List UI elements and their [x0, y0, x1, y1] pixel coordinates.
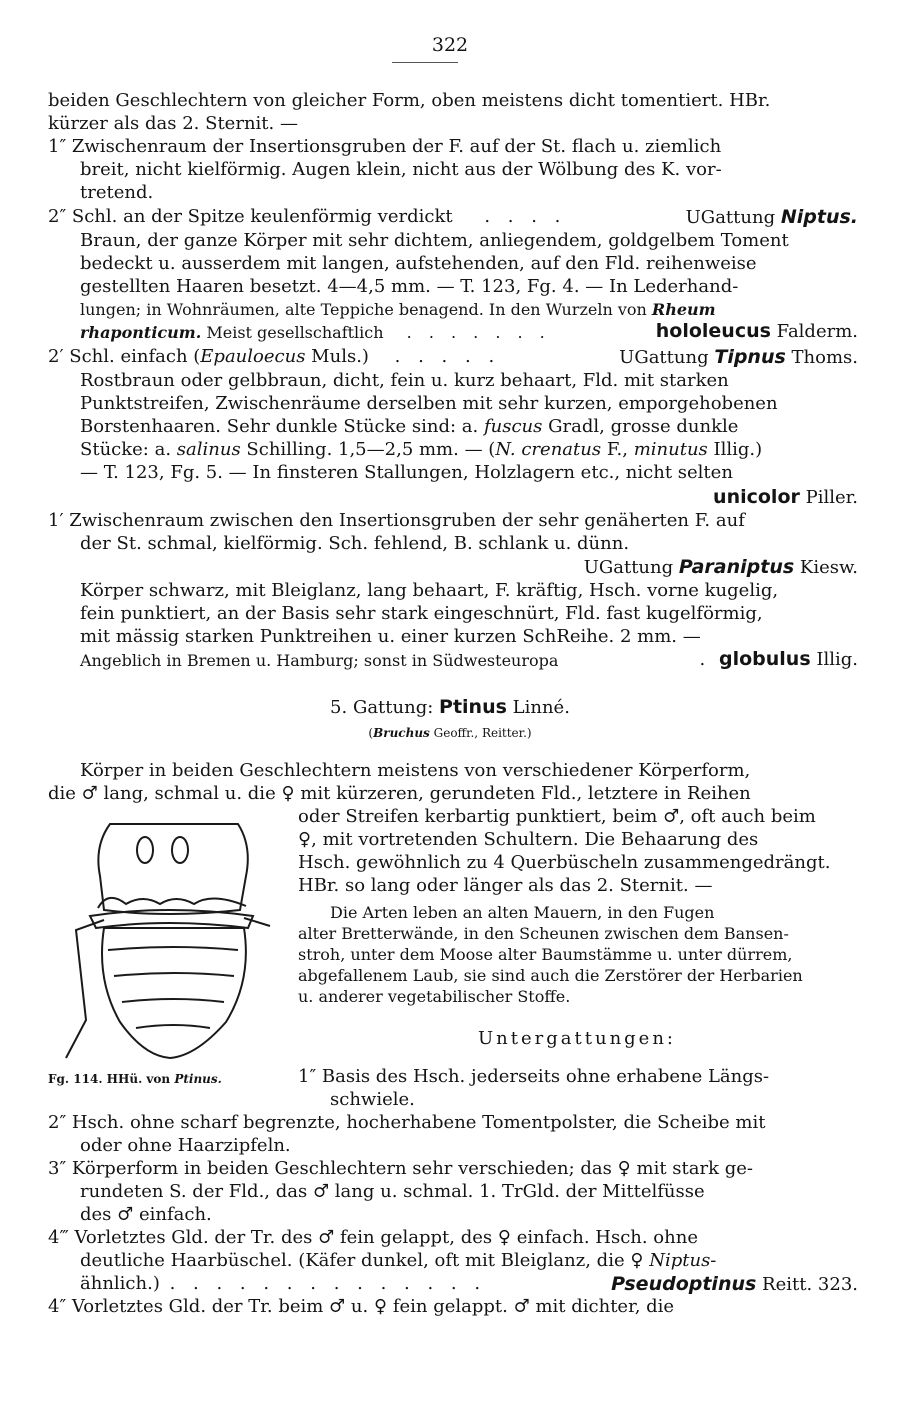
- text-run: Borstenhaaren. Sehr dunkle Stücke sind: a.: [80, 416, 479, 437]
- text-line: Punktstreifen, Zwischenräume derselben mit sehr kurzen, emporgehobenen: [80, 393, 778, 414]
- text-line: Braun, der ganze Körper mit sehr dichtem, anliegendem, goldgelbem Toment: [80, 230, 789, 251]
- text-line: oder ohne Haarzipfeln.: [80, 1135, 291, 1156]
- text-line: fein punktiert, an der Basis sehr stark eingeschnürt, Fld. fast kugelförmig,: [80, 603, 763, 624]
- text-line: [80, 439, 762, 461]
- text-line: [80, 1273, 486, 1295]
- text-line: bedeckt u. ausserdem mit langen, aufstehenden, auf den Fld. reihenweise: [80, 253, 757, 274]
- taxon-name: Ptinus.: [174, 1072, 222, 1086]
- taxon-name: Paraniptus: [678, 556, 795, 578]
- text-line: die ♂ lang, schmal u. die ♀ mit kürzeren, gerundeten Fld., letztere in Reihen: [48, 783, 751, 804]
- taxon-name: hololeucus: [655, 320, 771, 342]
- author-name: Piller.: [805, 487, 858, 508]
- author-name: Illig.: [816, 649, 858, 670]
- page-number: 322: [431, 34, 469, 56]
- author-name: Linné.: [512, 697, 570, 718]
- text-line: des ♂ einfach.: [80, 1204, 212, 1225]
- text-line: breit, nicht kielförmig. Augen klein, nicht aus der Wölbung des K. vor-: [80, 159, 722, 180]
- key-couplet-line: 4‴ Vorletztes Gld. der Tr. des ♂ fein gelappt, des ♀ einfach. Hsch. ohne: [48, 1227, 698, 1248]
- left-eye-mark: [137, 837, 153, 863]
- text-line: Rostbraun oder gelbbraun, dicht, fein u. kurz behaart, Fld. mit starken: [80, 370, 729, 391]
- text-run: 2″ Schl. an der Spitze keulenförmig verdickt: [48, 206, 453, 227]
- text-run: Muls.): [311, 346, 369, 367]
- text-run: Fg. 114. HHü. von: [48, 1072, 171, 1086]
- text-run: Gradl, grosse dunkle: [548, 416, 739, 437]
- text-line: Hsch. gewöhnlich zu 4 Querbüscheln zusammengedrängt.: [298, 852, 831, 873]
- text-run: Geoffr., Reitter.): [433, 726, 532, 740]
- text-line: rundeten S. der Fld., das ♂ lang u. schmal. 1. TrGld. der Mittelfüsse: [80, 1181, 705, 1202]
- text-line: abgefallenem Laub, sie sind auch die Zerstörer der Herbarien: [298, 966, 803, 985]
- species-name: [620, 320, 858, 343]
- text-run: deutliche Haarbüschel. (Käfer dunkel, oft mit Bleiglanz, die ♀: [80, 1250, 644, 1271]
- taxon-name: Niptus-: [649, 1250, 717, 1271]
- section-heading: Untergattungen:: [478, 1028, 676, 1049]
- sternite-line: [136, 1025, 210, 1028]
- text-run: Meist gesellschaftlich: [206, 323, 384, 342]
- taxon-name: Epauloecus: [200, 346, 306, 367]
- species-name: [600, 648, 858, 671]
- key-couplet-line: [48, 346, 500, 368]
- taxon-name: Pseudoptinus: [611, 1273, 757, 1295]
- text-line: [80, 299, 716, 321]
- text-line: tretend.: [80, 182, 154, 203]
- author-name: Thoms.: [791, 347, 858, 368]
- key-couplet-line: 3″ Körperform in beiden Geschlechtern sehr verschieden; das ♀ mit stark ge-: [48, 1158, 753, 1179]
- text-line: gestellten Haaren besetzt. 4—4,5 mm. — T. 123, Fg. 4. — In Lederhand-: [80, 276, 739, 297]
- key-couplet-line: 4″ Vorletztes Gld. der Tr. beim ♂ u. ♀ fein gelappt. ♂ mit dichter, die: [48, 1296, 675, 1317]
- beetle-figure: [48, 820, 298, 1070]
- sternite-line: [108, 947, 238, 950]
- text-line: — T. 123, Fg. 5. — In finsteren Stallungen, Holzlagern etc., nicht selten: [80, 462, 733, 483]
- text-run: F.,: [606, 439, 628, 460]
- subgenus-heading: [580, 346, 858, 369]
- taxon-name: Tipnus: [714, 346, 786, 368]
- text-line: HBr. so lang oder länger als das 2. Sternit. —: [298, 875, 713, 896]
- text-run: UGattung: [619, 347, 709, 368]
- taxon-name: unicolor: [713, 486, 800, 508]
- author-name: Kiesw.: [799, 557, 858, 578]
- hind-leg: [66, 920, 104, 1058]
- synonym-line: [0, 722, 900, 744]
- key-couplet-line: 1″ Zwischenraum der Insertionsgruben der F. auf der St. flach u. ziemlich: [48, 136, 722, 157]
- species-name: [620, 486, 858, 509]
- text-line: oder Streifen kerbartig punktiert, beim ♂, oft auch beim: [298, 806, 816, 827]
- leader-dots: . . . . .: [394, 346, 501, 367]
- subgenus-heading: [540, 556, 858, 579]
- taxon-name: N. crenatus: [495, 439, 602, 460]
- leader-dots: .: [699, 649, 706, 670]
- text-line: der St. schmal, kielförmig. Sch. fehlend, B. schlank u. dünn.: [80, 533, 630, 554]
- text-line: ♀, mit vortretenden Schultern. Die Behaarung des: [298, 829, 759, 850]
- text-line: kürzer als das 2. Sternit. —: [48, 113, 298, 134]
- text-line: Körper schwarz, mit Bleiglanz, lang behaart, F. kräftig, Hsch. vorne kugelig,: [80, 580, 779, 601]
- taxon-name: Ptinus: [439, 696, 507, 718]
- key-couplet-line: 1′ Zwischenraum zwischen den Insertionsgruben der sehr genäherten F. auf: [48, 510, 745, 531]
- author-name: Falderm.: [776, 321, 858, 342]
- text-run: UGattung: [583, 557, 674, 578]
- text-run: 2′ Schl. einfach (: [48, 346, 201, 367]
- taxon-name: Niptus.: [780, 206, 858, 228]
- text-line: schwiele.: [330, 1089, 415, 1110]
- taxon-name: Rheum: [651, 300, 716, 319]
- base-constriction: [98, 898, 246, 908]
- text-line: Angeblich in Bremen u. Hamburg; sonst in Südwesteuropa: [80, 651, 559, 670]
- text-run: lungen; in Wohnräumen, alte Teppiche benagend. In den Wurzeln von: [80, 300, 647, 319]
- taxon-name: Bruchus: [373, 726, 430, 740]
- text-line: [80, 1250, 716, 1272]
- leader-dots: . . . . . . . . . . . . . .: [169, 1273, 487, 1294]
- text-run: UGattung: [685, 207, 776, 228]
- key-couplet-line: [48, 206, 566, 228]
- text-run: (: [368, 726, 374, 740]
- sternite-line: [114, 973, 234, 976]
- subgenus-heading: [560, 1273, 858, 1296]
- text-run: Schilling. 1,5—2,5 mm. — (: [246, 439, 496, 460]
- taxon-name: rhaponticum.: [80, 323, 202, 342]
- taxon-name: globulus: [718, 648, 811, 670]
- leader-dots: . . . . . . .: [406, 323, 551, 342]
- taxon-name: minutus: [633, 439, 708, 460]
- subgenus-heading: [600, 206, 858, 229]
- right-eye-mark: [172, 837, 188, 863]
- leader-dots: . . . .: [484, 206, 567, 227]
- text-line: u. anderer vegetabilischer Stoffe.: [298, 987, 571, 1006]
- text-line: mit mässig starken Punktreihen u. einer kurzen SchReihe. 2 mm. —: [80, 626, 701, 647]
- text-run: Illig.): [713, 439, 763, 460]
- hind-leg: [244, 918, 270, 926]
- text-line: [80, 322, 551, 344]
- text-line: [80, 416, 738, 438]
- text-line: Die Arten leben an alten Mauern, in den Fugen: [330, 903, 715, 922]
- hind-coxae: [90, 910, 253, 928]
- text-run: 5. Gattung:: [330, 697, 434, 718]
- key-couplet-line: 1″ Basis des Hsch. jederseits ohne erhabene Längs-: [298, 1066, 770, 1087]
- text-line: alter Bretterwände, in den Scheunen zwischen dem Bansen-: [298, 924, 789, 943]
- genus-heading: [0, 696, 900, 719]
- text-line: stroh, unter dem Moose alter Baumstämme u. unter dürrem,: [298, 945, 793, 964]
- page-number-rule: [392, 62, 458, 63]
- author-name: Reitt. 323.: [762, 1274, 858, 1295]
- taxon-name: fuscus: [483, 416, 543, 437]
- sternite-line: [122, 999, 224, 1002]
- text-line: beiden Geschlechtern von gleicher Form, oben meistens dicht tomentiert. HBr.: [48, 90, 771, 111]
- text-line: Körper in beiden Geschlechtern meistens von verschiedener Körperform,: [80, 760, 751, 781]
- figure-caption: [48, 1068, 222, 1090]
- key-couplet-line: 2″ Hsch. ohne scharf begrenzte, hocherhabene Tomentpolster, die Scheibe mit: [48, 1112, 766, 1133]
- taxon-name: salinus: [176, 439, 241, 460]
- text-run: ähnlich.): [80, 1273, 160, 1294]
- text-run: Stücke: a.: [80, 439, 172, 460]
